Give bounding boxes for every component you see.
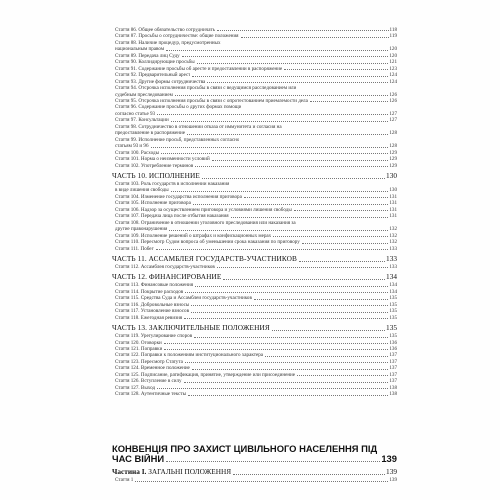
toc-entry-page: 137: [389, 365, 397, 372]
toc-entry-title: Стаття 96. Содержание просьбы о других формах помощи: [115, 104, 242, 111]
dot-leader: [299, 261, 385, 262]
toc-entry-page: 135: [389, 295, 397, 302]
toc-entry-page: 120: [389, 52, 397, 59]
dot-leader: [194, 337, 388, 338]
toc-entry-title: Стаття 118. Ежегодная ревизия: [115, 314, 183, 321]
dot-leader: [187, 134, 388, 135]
toc-entry: [112, 391, 397, 397]
convention-article-row: [112, 477, 397, 484]
dot-leader: [223, 279, 385, 280]
toc-entry-title: ЧАСТЬ 10. ИСПОЛНЕНИЕ: [112, 170, 200, 180]
dot-leader: [135, 481, 388, 482]
toc-entry-title: Стаття 97. Консультации: [115, 117, 169, 124]
toc-entry-page: 120: [389, 46, 397, 53]
toc-entry: [112, 315, 397, 321]
toc-part-heading: [112, 170, 397, 181]
dot-leader: [184, 318, 388, 319]
dot-leader: [244, 197, 389, 198]
toc-entry-page: 134: [389, 288, 397, 295]
convention-title-line2-row: [112, 454, 397, 464]
toc-entry-title: Стаття 100. Расходы: [115, 149, 159, 156]
toc-entry-page: 134: [386, 272, 397, 282]
convention-article-label: Стаття 1: [115, 476, 134, 483]
dot-leader: [156, 249, 389, 250]
convention-title: [112, 444, 397, 464]
toc-entry-title: Стаття 86. Общее обязательство сотрудничать: [115, 27, 215, 33]
toc-entry-title: Стаття 90. Коллидирующие просьбы: [115, 59, 195, 66]
dot-leader: [197, 63, 389, 64]
toc-entry-page: 126: [389, 97, 397, 104]
toc-entry-title: ЧАСТЬ 11. АССАМБЛЕЯ ГОСУДАРСТВ-УЧАСТНИКОВ: [112, 253, 298, 263]
toc-entry-page: 129: [389, 162, 397, 169]
dot-leader: [164, 349, 388, 350]
dot-leader: [166, 461, 380, 462]
toc-entry-title: ЧАСТЬ 12. ФИНАНСИРОВАНИЕ: [112, 272, 222, 282]
toc-entry-page: 124: [389, 78, 397, 85]
convention-part-page: 139: [386, 466, 397, 476]
dot-leader: [188, 395, 388, 396]
dot-leader: [164, 343, 389, 344]
toc-entry: [112, 246, 397, 252]
toc-entry-title: Стаття 94. Отсрочка исполнения просьбы в связи с ведущимся расследованием или: [115, 85, 297, 92]
dot-leader: [195, 286, 388, 287]
dot-leader: [284, 69, 388, 70]
toc-entry-page: 131: [389, 200, 397, 207]
toc-entry-page: 121: [389, 59, 397, 66]
toc-part-heading: [112, 271, 397, 282]
toc-entry-page: 135: [389, 314, 397, 321]
dot-leader: [191, 312, 388, 313]
toc-entry-page: 133: [389, 263, 397, 270]
dot-leader: [294, 210, 389, 211]
dot-leader: [273, 236, 388, 237]
toc-entry-page: 131: [389, 206, 397, 213]
convention-title-line1: КОНВЕНЦІЯ ПРО ЗАХИСТ ЦИВІЛЬНОГО НАСЕЛЕННЯ ПІД: [112, 443, 378, 454]
toc-entry-page: 136: [389, 339, 397, 346]
toc-part-heading: [112, 253, 397, 264]
toc-entry-title: Стаття 105. Исполнение приговора: [115, 200, 191, 207]
toc-entry-title: национальным правом: [115, 46, 165, 53]
toc-entry-page: 131: [389, 213, 397, 220]
toc-entry-title: согласно статье 93: [115, 110, 156, 117]
toc-entry-title: предоставление в распоряжение: [115, 130, 186, 137]
dot-leader: [302, 243, 389, 244]
toc-entry-title: ЧАСТЬ 13. ЗАКЛЮЧИТЕЛЬНЫЕ ПОЛОЖЕНИЯ: [112, 323, 270, 333]
dot-leader: [185, 362, 388, 363]
dot-leader: [217, 267, 389, 268]
toc-entry-title: Стаття 101. Норма о неизменности условий: [115, 156, 210, 163]
dot-leader: [175, 95, 389, 96]
dot-leader: [297, 375, 388, 376]
dot-leader: [169, 230, 388, 231]
toc-entry-title: Стаття 122. Поправки к положениям институционального характера: [115, 352, 264, 359]
toc-entry-page: 118: [389, 27, 397, 33]
toc-entry-title: Стаття 116. Добровольные взносы: [115, 301, 190, 308]
convention-part-title: ЗАГАЛЬНІ ПОЛОЖЕННЯ: [148, 466, 232, 476]
dot-leader: [157, 388, 388, 389]
convention-part-heading: [112, 467, 231, 477]
toc-entry-title: статьям 93 и 96: [115, 143, 149, 150]
toc-entry-page: 137: [389, 371, 397, 378]
toc-entry-title: Стаття 115. Средства Суда и Ассамблеи государств-участников: [115, 295, 252, 302]
toc-entry-page: 138: [389, 391, 397, 398]
dot-leader: [195, 166, 388, 167]
convention-part-label: Частина І.: [112, 466, 147, 476]
dot-leader: [151, 147, 389, 148]
toc-entry-title: Стаття 106. Надзор за осуществлением приговора и условиями лишения свободы: [115, 206, 292, 213]
toc-entry-page: 131: [389, 193, 397, 200]
toc-entry-page: 127: [389, 117, 397, 124]
toc-entry-title: Стаття 87. Просьбы о сотрудничестве: общие положения: [115, 33, 239, 40]
dot-leader: [192, 369, 389, 370]
dot-leader: [161, 153, 388, 154]
toc-entry-page: 123: [389, 65, 397, 72]
toc-entry-title: Стаття 89. Передача лиц Суду: [115, 52, 180, 59]
toc-entry-title: Стаття 92. Предварительный арест: [115, 72, 191, 79]
toc-entry-page: 132: [389, 226, 397, 233]
dot-leader: [272, 330, 385, 331]
dot-leader: [217, 30, 389, 31]
toc-part-heading: [112, 322, 397, 333]
toc-entry-title: Стаття 121. Поправки: [115, 346, 163, 353]
toc-entry: [112, 163, 397, 169]
toc-entry-title: Стаття 88. Наличие процедур, предусмотренных: [115, 39, 221, 46]
toc-entry-page: 130: [389, 187, 397, 194]
toc-entry-page: 137: [389, 352, 397, 359]
dot-leader: [207, 82, 388, 83]
toc-entry-page: 128: [389, 143, 397, 150]
dot-leader: [212, 160, 389, 161]
toc-entry-title: Стаття 109. Исполнение решений о штрафах и конфискационных мерах: [115, 232, 272, 239]
dot-leader: [233, 474, 385, 475]
dot-leader: [254, 299, 388, 300]
dot-leader: [171, 191, 389, 192]
toc-entry-title: Стаття 111. Побег: [115, 245, 154, 252]
dot-leader: [171, 121, 389, 122]
toc-entry-page: 137: [389, 378, 397, 385]
toc-entry-page: 119: [389, 33, 397, 40]
dot-leader: [184, 382, 389, 383]
toc-entry-page: 135: [386, 323, 397, 333]
toc-entry-title: в виде лишения свободы: [115, 187, 169, 194]
dot-leader: [193, 204, 389, 205]
toc-entry-page: 133: [389, 245, 397, 252]
toc-entry-page: 137: [389, 358, 397, 365]
toc-entry-title: Стаття 114. Покрытие расходов: [115, 288, 184, 295]
dot-leader: [191, 305, 388, 306]
dot-leader: [310, 101, 389, 102]
dot-leader: [166, 50, 388, 51]
toc-entry-title: Стаття 123. Пересмотр Статута: [115, 358, 183, 365]
convention-section: [112, 444, 397, 484]
toc-entry-title: Стаття 99. Исполнение просьб, представленных согласно: [115, 136, 240, 143]
dot-leader: [192, 76, 388, 77]
toc-entry-page: 135: [389, 333, 397, 340]
toc-entry-page: 132: [389, 239, 397, 246]
toc-entry-title: Стаття 108. Ограничение в отношении уголовного преследования или наказания за: [115, 219, 296, 226]
dot-leader: [202, 178, 385, 179]
toc-entry-title: Стаття 103. Роль государств в исполнении наказания: [115, 180, 230, 187]
dot-leader: [185, 292, 388, 293]
toc-entry-title: Стаття 125. Подписание, ратификация, принятие, утверждение или присоединение: [115, 371, 296, 378]
toc-entry-title: Стаття 95. Отсрочка исполнения просьбы в связи с опротестованием приемлемости дела: [115, 97, 308, 104]
toc-entry-title: Стаття 110. Пересмотр Судом вопроса об уменьшении срока наказания по приговору: [115, 239, 300, 246]
toc-entry-page: 126: [389, 91, 397, 98]
toc-entry-page: 124: [389, 72, 397, 79]
toc-entry-page: 133: [386, 253, 397, 263]
toc-entry-page: 136: [389, 346, 397, 353]
toc-entry-page: 129: [389, 149, 397, 156]
toc-entry-title: Стаття 107. Передача лица после отбытия наказания: [115, 213, 229, 220]
toc-entry-title: Стаття 119. Урегулирование споров: [115, 333, 193, 340]
convention-part-row: [112, 467, 397, 477]
dot-leader: [265, 356, 388, 357]
toc-entry-page: 135: [389, 301, 397, 308]
dot-leader: [241, 37, 389, 38]
toc-entry-title: Стаття 91. Содержание просьбы об аресте и предоставлении в распоряжение: [115, 65, 283, 72]
toc-entry-page: 127: [389, 110, 397, 117]
toc-entry-title: Стаття 117. Установление взносов: [115, 308, 189, 315]
dot-leader: [231, 217, 389, 218]
table-of-contents: [112, 27, 397, 398]
toc-entry-title: Стаття 93. Другие формы сотрудничества: [115, 78, 206, 85]
toc-entry-title: Стаття 124. Временное положение: [115, 365, 190, 372]
toc-entry-title: Стаття 104. Изменение государства исполнения приговора: [115, 193, 242, 200]
toc-entry-title: другие правонарушения: [115, 226, 168, 233]
toc-entry-title: Стаття 98. Сотрудничество в отношении отказа от иммунитета и согласия на: [115, 123, 282, 130]
toc-entry-title: Стаття 128. Аутентичные тексты: [115, 391, 187, 398]
toc-entry-page: 138: [389, 384, 397, 391]
dot-leader: [157, 114, 388, 115]
toc-entry-page: 135: [389, 308, 397, 315]
toc-entry: [112, 264, 397, 270]
toc-entry-title: Стаття 113. Финансовые положения: [115, 282, 194, 289]
toc-entry-title: Стаття 102. Употребление терминов: [115, 162, 194, 169]
convention-title-page: 139: [381, 453, 397, 464]
toc-entry-page: 130: [386, 170, 397, 180]
convention-article-page: 139: [389, 476, 397, 483]
toc-entry-title: судебным преследованием: [115, 91, 173, 98]
dot-leader: [182, 56, 389, 57]
toc-entry-title: Стаття 126. Вступление в силу: [115, 378, 182, 385]
toc-entry-title: Стаття 127. Выход: [115, 384, 156, 391]
toc-entry-page: 134: [389, 282, 397, 289]
toc-entry-page: 128: [389, 130, 397, 137]
toc-entry-page: 129: [389, 156, 397, 163]
toc-entry-title: Стаття 112. Ассамблея государств-участников: [115, 263, 215, 270]
convention-title-line2: ЧАС ВІЙНИ: [112, 453, 165, 464]
toc-entry-title: Стаття 120. Оговорки: [115, 339, 162, 346]
toc-entry-page: 132: [389, 232, 397, 239]
